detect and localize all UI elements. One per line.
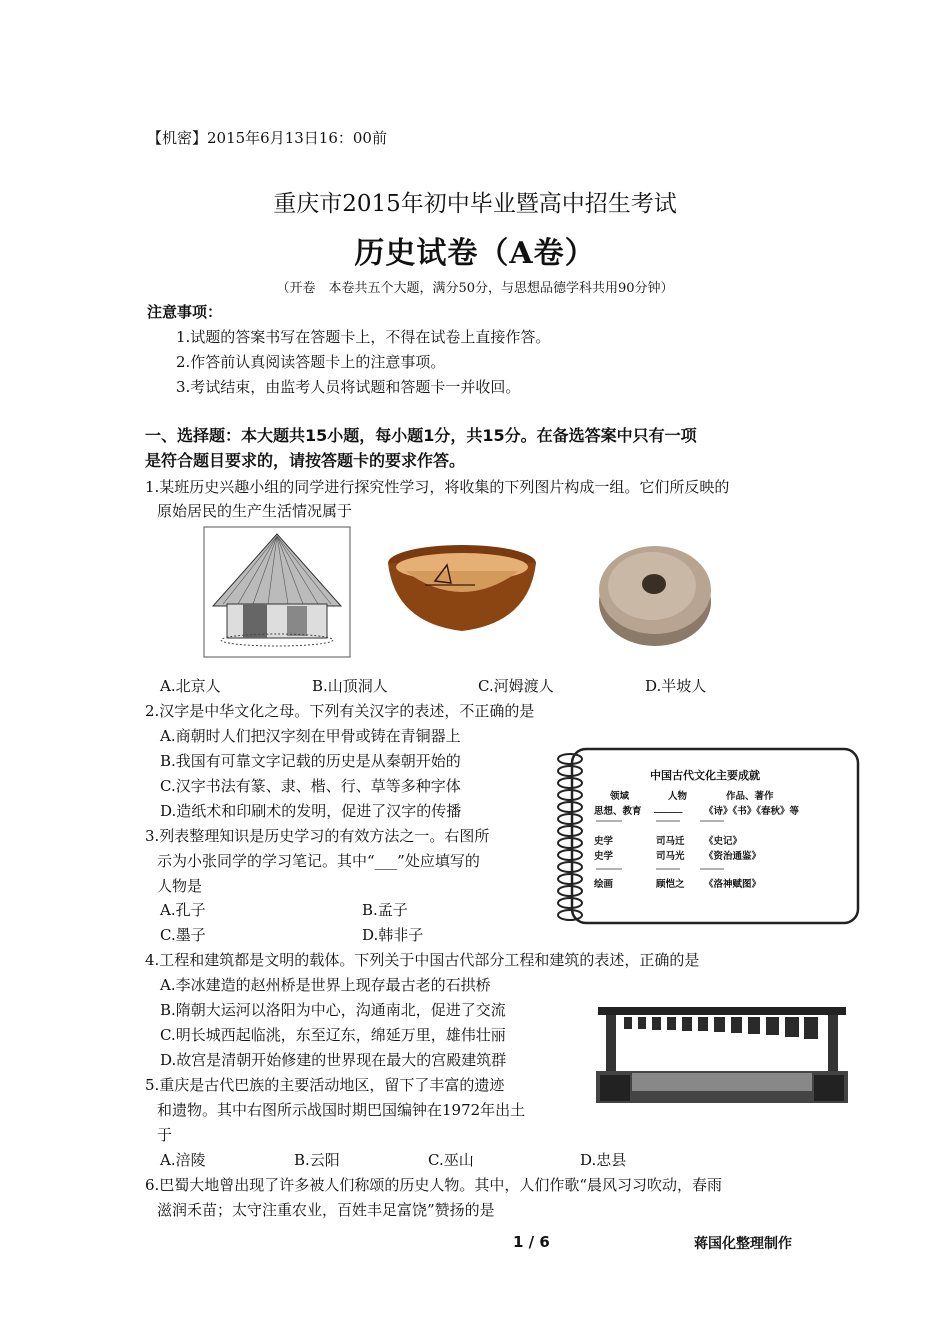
q3-stem-cont: 示为小张同学的学习笔记。其中“___”处应填写的 — [157, 852, 480, 870]
q5-option-a: A.涪陵 — [160, 1151, 206, 1169]
q5-option-c: C.巫山 — [428, 1151, 474, 1169]
q3-option-d: D.韩非子 — [362, 926, 424, 944]
paper-title: 历史试卷（A卷） — [354, 236, 596, 271]
q2-option-c: C.汉字书法有篆、隶、楷、行、草等多种字体 — [160, 777, 461, 795]
q3-option-c: C.墨子 — [160, 926, 206, 944]
notebook-work: 《史记》 — [704, 836, 743, 847]
paper-subtitle: （开卷 本卷共五个大题，满分50分，与思想品德学科共用90分钟） — [276, 281, 674, 296]
page-number: 1 / 6 — [513, 1233, 550, 1251]
note-item: 1.试题的答案书写在答题卡上，不得在试卷上直接作答。 — [176, 328, 551, 346]
q1-option-d: D.半坡人 — [645, 677, 707, 695]
q5-stem: 5.重庆是古代巴族的主要活动地区，留下了丰富的遗迹 — [145, 1076, 505, 1094]
q1-stem: 1.某班历史兴趣小组的同学进行探究性学习，将收集的下列图片构成一组。它们所反映的 — [145, 478, 730, 496]
q5-stem-cont: 和遗物。其中右图所示战国时期巴国编钟在1972年出土 — [157, 1101, 526, 1119]
notebook-field: 史学 — [594, 851, 614, 862]
note-item: 3.考试结束，由监考人员将试题和答题卡一并收回。 — [176, 378, 521, 396]
exam-title: 重庆市2015年初中毕业暨高中招生考试 — [273, 191, 677, 217]
notebook-col-field: 领域 — [610, 791, 630, 802]
section-heading-cont: 是符合题目要求的，请按答题卡的要求作答。 — [145, 451, 466, 470]
q2-option-a: A.商朝时人们把汉字刻在甲骨或铸在青铜器上 — [160, 727, 461, 745]
notebook-col-person: 人物 — [668, 791, 688, 802]
q2-stem: 2.汉字是中华文化之母。下列有关汉字的表述，不正确的是 — [145, 702, 535, 720]
author-credit: 蒋国化整理制作 — [694, 1236, 792, 1252]
q6-stem: 6.巴蜀大地曾出现了许多被人们称颂的历史人物。其中，人们作歌“晨风习习吹动，春雨 — [145, 1176, 722, 1194]
q5-stem-cont: 于 — [157, 1126, 173, 1144]
q1-option-c: C.河姆渡人 — [478, 677, 554, 695]
q2-option-d: D.造纸术和印刷术的发明，促进了汉字的传播 — [160, 802, 462, 820]
q3-option-a: A.孔子 — [160, 901, 206, 919]
notebook-field: 绘画 — [594, 879, 614, 890]
notebook-person: 司马迁 — [656, 836, 685, 847]
pottery-bowl-image — [385, 543, 539, 635]
notebook-col-work: 作品、著作 — [726, 791, 774, 802]
q4-option-d: D.故宫是清朝开始修建的世界现在最大的宫殿建筑群 — [160, 1051, 507, 1069]
q3-stem: 3.列表整理知识是历史学习的有效方法之一。右图所 — [145, 827, 490, 845]
q1-stem-cont: 原始居民的生产生活情况属于 — [157, 502, 353, 520]
notebook-work: 《洛神赋图》 — [704, 879, 762, 890]
confidential-note: 【机密】2015年6月13日16：00前 — [147, 129, 387, 147]
notebook-person-blank: ______ — [654, 803, 683, 814]
chime-bells-image — [596, 1003, 848, 1105]
spindle-whorl-image — [596, 540, 714, 650]
q4-stem: 4.工程和建筑都是文明的载体。下列关于中国古代部分工程和建筑的表述，正确的是 — [145, 951, 700, 969]
notebook-work: 《诗》《书》《春秋》等 — [704, 806, 800, 817]
q1-option-a: A.北京人 — [160, 677, 221, 695]
notes-heading: 注意事项： — [147, 303, 223, 321]
q4-option-a: A.李冰建造的赵州桥是世界上现存最古老的石拱桥 — [160, 976, 491, 994]
notebook-person: 顾恺之 — [656, 879, 685, 890]
section-heading: 一、选择题：本大题共15小题，每小题1分，共15分。在备选答案中只有一项 — [145, 426, 697, 445]
hut-illustration — [203, 526, 351, 658]
q5-option-d: D.忠县 — [580, 1151, 627, 1169]
notebook-field: 史学 — [594, 836, 614, 847]
q3-option-b: B.孟子 — [362, 901, 408, 919]
note-item: 2.作答前认真阅读答题卡上的注意事项。 — [176, 353, 446, 371]
notebook-work: 《资治通鉴》 — [704, 851, 762, 862]
notebook-field: 思想、教育 — [594, 806, 642, 817]
q4-option-c: C.明长城西起临洮，东至辽东，绵延万里，雄伟壮丽 — [160, 1026, 506, 1044]
q3-stem-cont: 人物是 — [157, 877, 203, 895]
q6-stem-cont: 滋润禾苗；太守注重农业，百姓丰足富饶”赞扬的是 — [157, 1201, 495, 1219]
q5-option-b: B.云阳 — [294, 1151, 340, 1169]
notebook-person: 司马光 — [656, 851, 685, 862]
q4-option-b: B.隋朝大运河以洛阳为中心，沟通南北，促进了交流 — [160, 1001, 506, 1019]
study-notebook — [548, 745, 862, 927]
notebook-title: 中国古代文化主要成就 — [650, 769, 760, 782]
q1-option-b: B.山顶洞人 — [312, 677, 388, 695]
q2-option-b: B.我国有可靠文字记载的历史是从秦朝开始的 — [160, 752, 461, 770]
